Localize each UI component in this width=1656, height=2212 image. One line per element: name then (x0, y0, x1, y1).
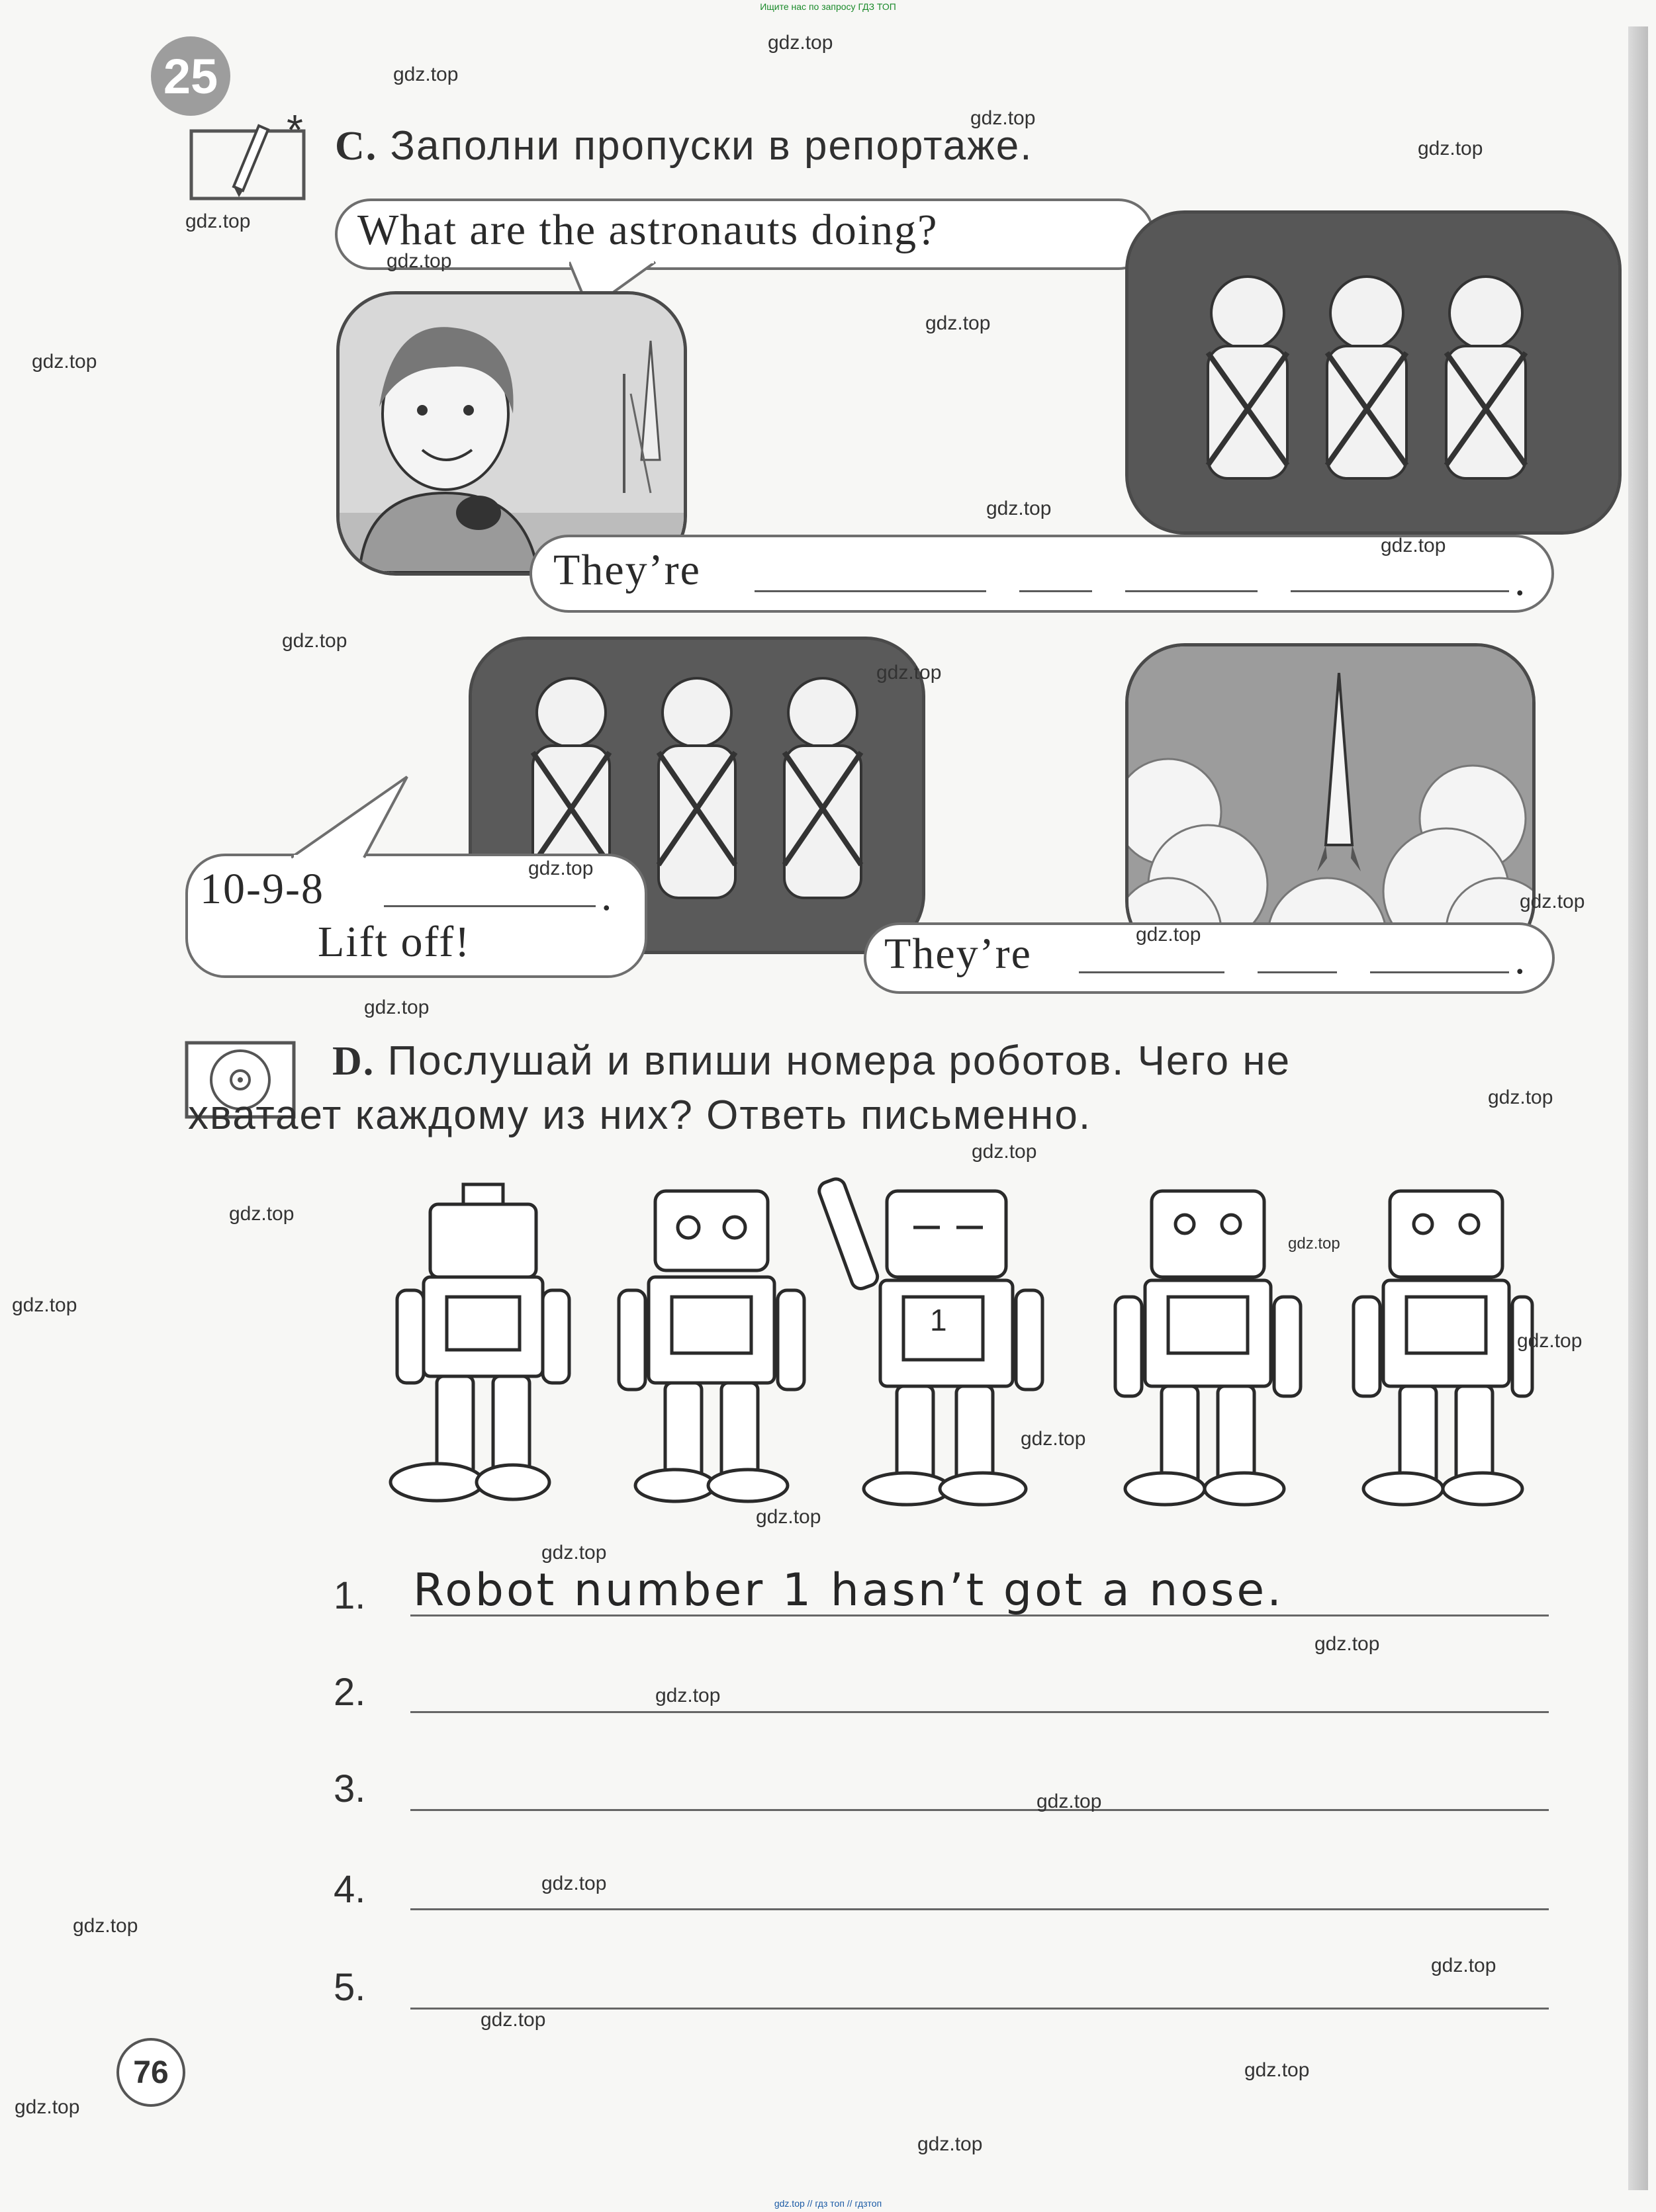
task-d-instruction-1: Послушай и впиши номера роботов. Чего не (387, 1038, 1291, 1084)
watermark: gdz.top (73, 1915, 138, 1937)
watermark: gdz.top (1021, 1428, 1086, 1450)
task-c-letter: C. (335, 124, 378, 169)
robot-number-tag: 1 (930, 1303, 947, 1337)
robot-d (1115, 1191, 1301, 1505)
task-d-instruction-2: хватает каждому из них? Ответь письменно. (188, 1092, 1092, 1138)
watermark: gdz.top (1381, 535, 1446, 556)
answer-line-2[interactable] (410, 1711, 1549, 1713)
watermark: gdz.top (1520, 891, 1585, 912)
book-spine-shadow (1628, 26, 1648, 2190)
svg-text:*: * (287, 112, 303, 154)
robot-e (1354, 1191, 1532, 1505)
watermark: gdz.top (972, 1141, 1037, 1163)
answer-line-4[interactable] (410, 1908, 1549, 1910)
watermark: gdz.top (756, 1506, 821, 1528)
watermark: gdz.top (1136, 924, 1201, 946)
watermark: gdz.top (917, 2133, 983, 2155)
countdown-bubble-tail (291, 774, 424, 860)
watermark: gdz.top (768, 32, 833, 54)
answer-number-3: 3. (334, 1767, 366, 1810)
task-d-letter: D. (332, 1039, 375, 1084)
watermark: gdz.top (32, 351, 97, 373)
watermark: gdz.top (364, 996, 430, 1018)
watermark: gdz.top (1431, 1955, 1496, 1976)
watermark: gdz.top (1314, 1633, 1380, 1655)
answer1-blank-3[interactable] (1125, 590, 1258, 592)
answer2-blank-1[interactable] (1079, 971, 1224, 973)
task-c-title (335, 122, 1033, 170)
answer1-blank-1[interactable] (755, 590, 986, 592)
answer-number-2: 2. (334, 1671, 366, 1714)
answer1-blank-2[interactable] (1019, 590, 1092, 592)
watermark: gdz.top (15, 2096, 80, 2118)
answer1-blank-4[interactable] (1291, 590, 1509, 592)
countdown-line1: 10-9-8 (200, 865, 324, 913)
answer-line-1[interactable] (410, 1615, 1549, 1616)
watermark: gdz.top (1517, 1330, 1583, 1352)
watermark: gdz.top (541, 1873, 607, 1894)
answer2-blank-2[interactable] (1258, 971, 1337, 973)
task-c-instruction: Заполни пропуски в репортаже. (390, 123, 1033, 169)
unit-badge: 25 (151, 36, 230, 116)
answer-number-5: 5. (334, 1966, 366, 2009)
watermark: gdz.top (925, 312, 991, 334)
watermark: gdz.top (481, 2009, 546, 2031)
watermark: gdz.top (1488, 1086, 1553, 1108)
answer-number-1: 1. (334, 1574, 366, 1617)
robot-a (391, 1184, 569, 1501)
answer-number-4: 4. (334, 1868, 366, 1911)
watermark: gdz.top (1244, 2059, 1310, 2081)
robot-b (619, 1191, 804, 1501)
answer-text-1: Robot number 1 hasn’t got a nose. (413, 1564, 1284, 1616)
reporter-picture (336, 291, 687, 576)
countdown-period: . (601, 871, 614, 920)
rocket-launch-picture (1125, 643, 1536, 961)
answer1-prefix: They’re (553, 546, 701, 594)
astronauts-cockpit-picture-1 (1125, 210, 1622, 535)
watermark: gdz.top (1418, 138, 1483, 159)
watermark: gdz.top (387, 250, 452, 272)
countdown-blank[interactable] (384, 905, 596, 907)
site-footer: gdz.top // гдз топ // гдзтоп (774, 2198, 882, 2209)
watermark: gdz.top (541, 1542, 607, 1564)
watermark: gdz.top (528, 858, 594, 879)
pencil-writing-icon (187, 112, 320, 205)
question-text: What are the astronauts doing? (357, 206, 939, 254)
watermark: gdz.top (655, 1685, 721, 1706)
watermark: gdz.top (1036, 1791, 1102, 1812)
answer1-period: . (1514, 556, 1527, 605)
watermark: gdz.top (1288, 1235, 1340, 1253)
answer2-prefix: They’re (884, 930, 1032, 978)
watermark: gdz.top (229, 1203, 295, 1225)
countdown-line2: Lift off! (318, 918, 471, 966)
robot-c (817, 1176, 1042, 1505)
answer2-period: . (1514, 935, 1527, 983)
watermark: gdz.top (876, 662, 942, 684)
answer2-blank-3[interactable] (1370, 971, 1509, 973)
watermark: gdz.top (282, 630, 347, 652)
site-header: Ищите нас по запросу ГДЗ ТОП (760, 1, 896, 12)
watermark: gdz.top (970, 107, 1036, 129)
page-number: 76 (116, 2038, 185, 2107)
task-d-title-line1 (332, 1038, 1291, 1085)
answer-line-5[interactable] (410, 2008, 1549, 2010)
watermark: gdz.top (12, 1294, 77, 1316)
watermark: gdz.top (185, 210, 251, 232)
answer-line-3[interactable] (410, 1809, 1549, 1811)
watermark: gdz.top (393, 64, 459, 85)
watermark: gdz.top (986, 498, 1052, 519)
